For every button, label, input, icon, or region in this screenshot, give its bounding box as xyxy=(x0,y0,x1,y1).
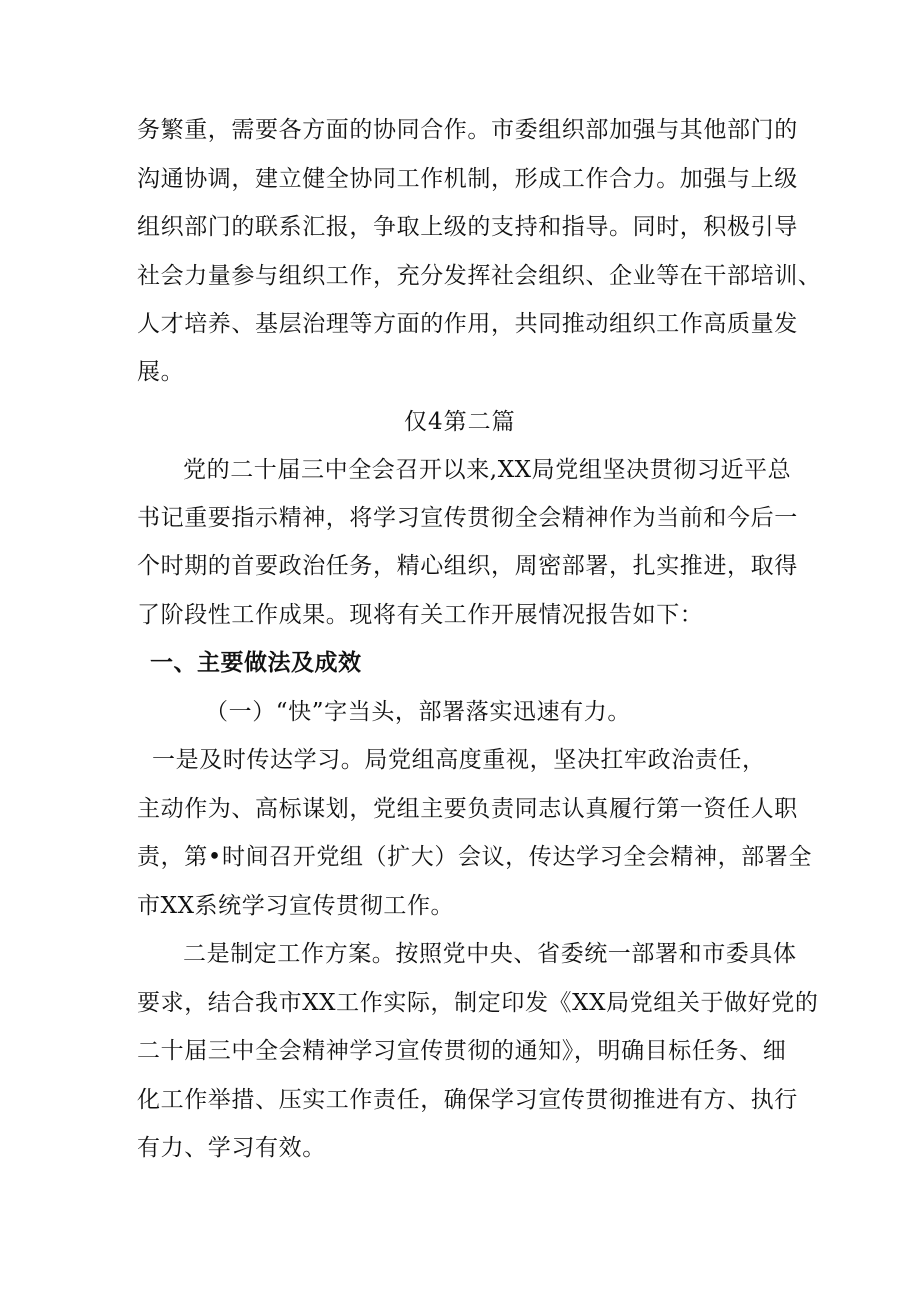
text-line: 市XX系统学习宣传贯彻工作。 xyxy=(137,893,455,919)
text-line: 了阶段性工作成果。现将有关工作开展情况报告如下： xyxy=(137,602,704,628)
text-line: 展。 xyxy=(137,359,185,385)
text-line: 二十届三中全会精神学习宣传贯彻的通知》，明确目标任务、细 xyxy=(137,1038,787,1064)
text-line: 要求，结合我市XX工作实际，制定印发《XX局党组关于做好党的 xyxy=(137,990,819,1016)
section-heading: 一、主要做法及成效 xyxy=(150,650,362,676)
text-line: 社会力量参与组织工作，充分发挥社会组织、企业等在干部培训、 xyxy=(137,263,822,289)
section-title: 仅4第二篇 xyxy=(404,409,516,435)
text-line: 二是制定工作方案。按照党中央、省委统一部署和市委具体 xyxy=(183,941,797,967)
text-line: 务繁重，需要各方面的协同合作。市委组织部加强与其他部门的 xyxy=(137,117,798,143)
text-line: 责，第•时间召开党组（扩大）会议，传达学习全会精神，部署全 xyxy=(137,844,812,870)
text-line: 人才培养、基层治理等方面的作用，共同推动组织工作高质量发 xyxy=(137,311,798,337)
text-line: 书记重要指示精神，将学习宣传贯彻全会精神作为当前和今后一 xyxy=(137,505,798,531)
text-line: 化工作举措、压实工作责任，确保学习宣传贯彻推进有方、执行 xyxy=(137,1087,798,1113)
text-line: 组织部门的联系汇报，争取上级的支持和指导。同时，积极引导 xyxy=(137,214,798,240)
text-line: 一是及时传达学习。局党组高度重视，坚决扛牢政治责任， xyxy=(152,747,766,773)
text-line: 有力、学习有效。 xyxy=(137,1135,326,1161)
text-line: 党的二十届三中全会召开以来,XX局党组坚决贯彻习近平总 xyxy=(183,457,792,483)
text-line: 个时期的首要政治任务，精心组织，周密部署，扎实推进，取得 xyxy=(137,553,798,579)
text-line: 主动作为、高标谋划，党组主要负责同志认真履行第一资任人职 xyxy=(137,796,798,822)
text-line: 沟通协调，建立健全协同工作机制，形成工作合力。加强与上级 xyxy=(137,166,798,192)
subsection-heading: （一）“快”字当头，部署落实迅速有力。 xyxy=(205,699,631,725)
